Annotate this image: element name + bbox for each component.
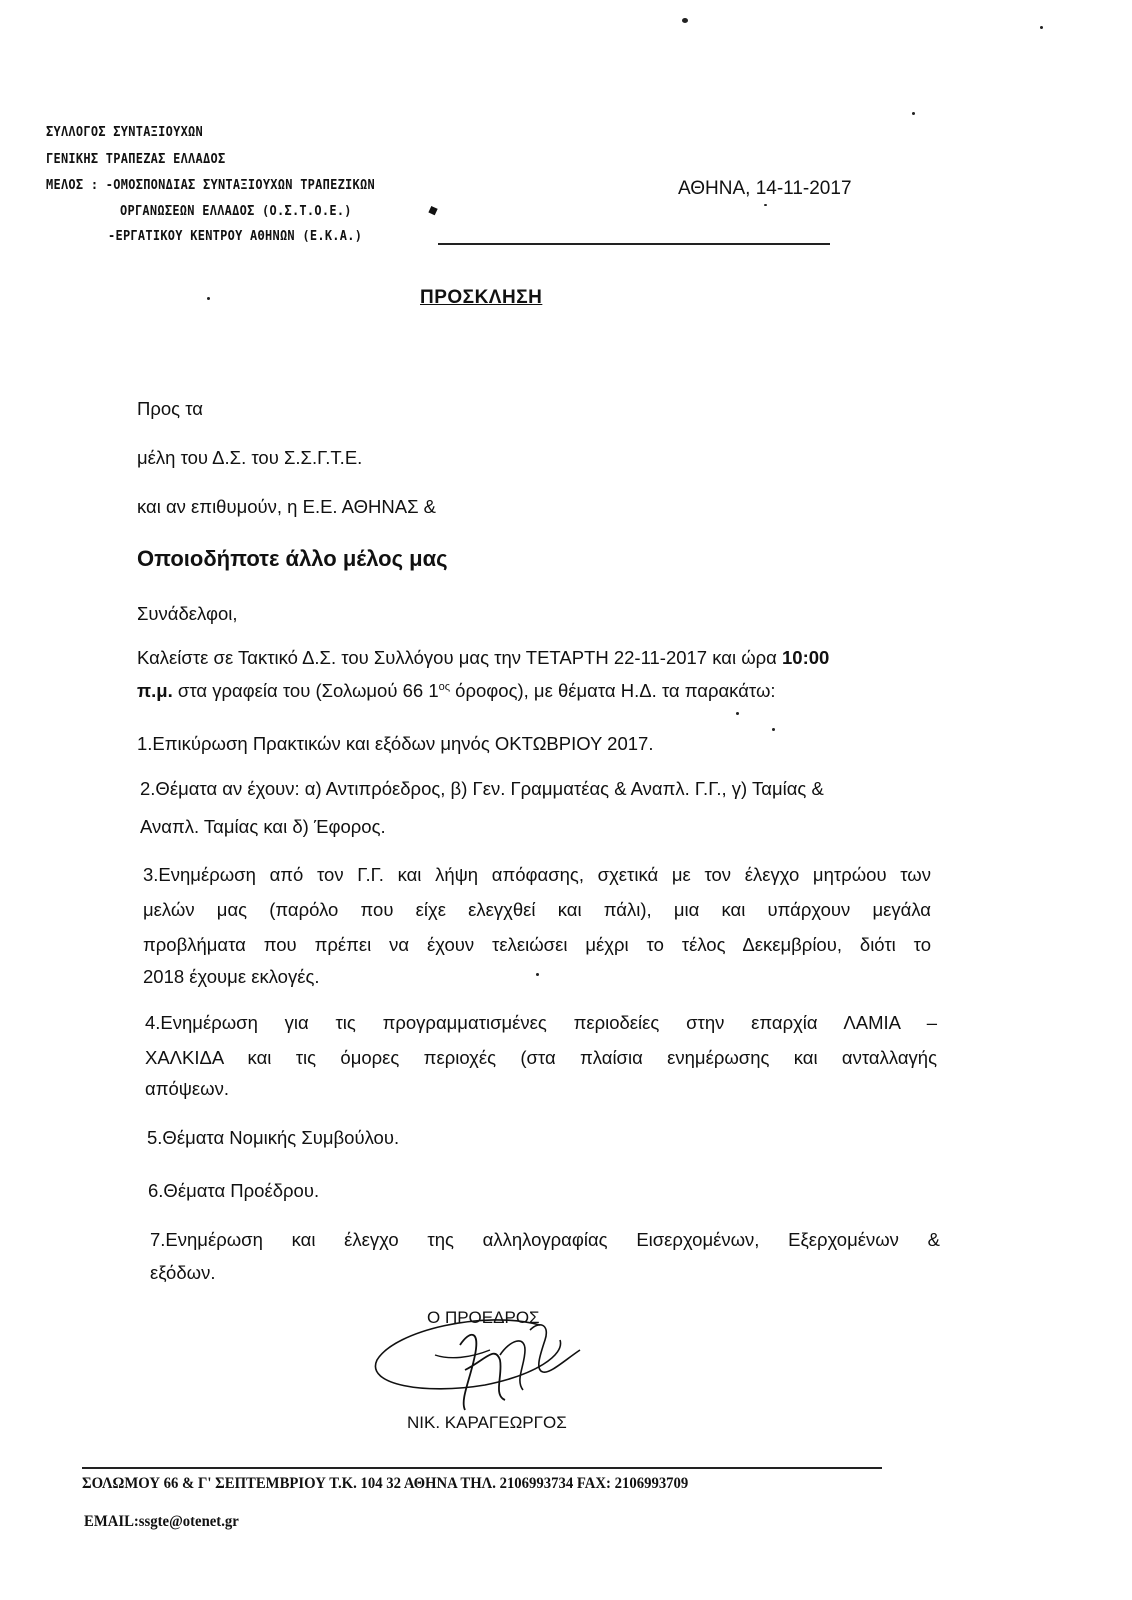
agenda-item-6: 6.Θέματα Προέδρου. xyxy=(148,1180,320,1201)
agenda-item-7-line2: εξόδων. xyxy=(150,1262,216,1283)
agenda-item-2 xyxy=(140,778,928,800)
intro-text-2b: στα γραφεία του (Σολωμού 66 1 xyxy=(172,680,439,701)
scan-speck xyxy=(736,712,739,715)
member-line2: ΟΡΓΑΝΩΣΕΩΝ ΕΛΛΑΔΟΣ (Ο.Σ.Τ.Ο.Ε.) xyxy=(120,204,352,219)
recipients-line1: Προς τα xyxy=(137,398,203,419)
meeting-ampm: π.μ. xyxy=(137,680,173,701)
scan-speck xyxy=(536,973,539,976)
agenda-item-3-line3: προβλήματα που πρέπει να έχουν τελειώσει μέχρι το τέλος Δεκεμβρίου, διότι το xyxy=(143,934,931,955)
scan-speck xyxy=(682,18,688,23)
agenda-item-2-line2: Αναπλ. Ταμίας και δ) Έφορος. xyxy=(140,816,386,837)
recipients-line2: μέλη του Δ.Σ. του Σ.Σ.Γ.Τ.Ε. xyxy=(137,447,363,468)
floor-suffix: ος xyxy=(438,680,451,693)
agenda-item-5: 5.Θέματα Νομικής Συμβούλου. xyxy=(147,1127,400,1148)
scan-speck xyxy=(912,112,915,115)
date: ΑΘΗΝΑ, 14-11-2017 xyxy=(678,178,852,199)
agenda-item-2-line1: 2.Θέματα αν έχουν: α) Αντιπρόεδρος, β) Γεν. Γραμματέας & Αναπλ. Γ.Γ., γ) Ταμίας & xyxy=(140,778,824,799)
agenda-item-4-line3: απόψεων. xyxy=(145,1078,230,1099)
signatory-name: ΝΙΚ. ΚΑΡΑΓΕΩΡΓΟΣ xyxy=(407,1413,567,1432)
agenda-item-3-line2: μελών μας (παρόλο που είχε ελεγχθεί και πάλι), μια και υπάρχουν μεγάλα xyxy=(143,899,931,920)
intro-line1 xyxy=(137,647,829,669)
agenda-item-1: 1.Επικύρωση Πρακτικών και εξόδων μηνός ΟΚΤΩΒΡΙΟΥ 2017. xyxy=(137,733,654,754)
intro-text-1a: Καλείστε σε Τακτικό Δ.Σ. του Συλλόγου μας την ΤΕΤΑΡΤΗ 22-11-2017 και ώρα xyxy=(137,647,783,668)
scan-speck xyxy=(207,297,210,300)
member-line1: ΜΕΛΟΣ : -ΟΜΟΣΠΟΝΔΙΑΣ ΣΥΝΤΑΞΙΟΥΧΩΝ ΤΡΑΠΕΖΙΚΩΝ xyxy=(46,178,375,193)
footer-address: ΣΟΛΩΜΟΥ 66 & Γ' ΣΕΠΤΕΜΒΡΙΟΥ Τ.Κ. 104 32 ΑΘΗΝΑ ΤΗΛ. 2106993734 FAX: 2106993709 xyxy=(82,1475,689,1492)
agenda-item-4 xyxy=(145,1005,937,1075)
greeting: Συνάδελφοι, xyxy=(137,603,238,624)
meeting-time: 10:00 xyxy=(782,647,830,668)
org-name-line1: ΣΥΛΛΟΓΟΣ ΣΥΝΤΑΞΙΟΥΧΩΝ xyxy=(46,125,204,140)
agenda-item-7 xyxy=(150,1222,940,1257)
recipients-line3: και αν επιθυμούν, η Ε.Ε. ΑΘΗΝΑΣ & xyxy=(137,496,436,517)
member-line3: -ΕΡΓΑΤΙΚΟΥ ΚΕΝΤΡΟΥ ΑΘΗΝΩΝ (Ε.Κ.Α.) xyxy=(108,229,363,244)
ink-mark: ◆ xyxy=(425,201,441,220)
signatory-role: Ο ΠΡΟΕΔΡΟΣ xyxy=(427,1308,540,1327)
agenda-item-3-line4: 2018 έχουμε εκλογές. xyxy=(143,966,320,987)
agenda-item-4-line1: 4.Ενημέρωση για τις προγραμματισμένες περιοδείες στην επαρχία ΛΑΜΙΑ – xyxy=(145,1012,937,1033)
agenda-item-3 xyxy=(143,857,931,962)
intro-text-2c: όροφος), με θέματα Η.Δ. τα παρακάτω: xyxy=(450,680,776,701)
agenda-item-4-line2: ΧΑΛΚΙΔΑ και τις όμορες περιοχές (στα πλαίσια ενημέρωσης και ανταλλαγής xyxy=(145,1047,937,1068)
header-rule xyxy=(438,243,830,245)
footer-rule xyxy=(82,1467,882,1469)
org-name-line2: ΓΕΝΙΚΗΣ ΤΡΑΠΕΖΑΣ ΕΛΛΑΔΟΣ xyxy=(46,152,226,167)
page-title: ΠΡΟΣΚΛΗΣΗ xyxy=(420,287,543,308)
handwritten-signature xyxy=(365,1300,605,1420)
footer-email: EMAIL:ssgte@otenet.gr xyxy=(84,1513,239,1530)
scan-speck xyxy=(1040,26,1043,29)
intro-line2 xyxy=(137,680,776,702)
agenda-item-3-line1: 3.Ενημέρωση από τον Γ.Γ. και λήψη απόφασης, σχετικά με τον έλεγχο μητρώου των xyxy=(143,864,931,885)
agenda-item-7-line1: 7.Ενημέρωση και έλεγχο της αλληλογραφίας Εισερχομένων, Εξερχομένων & xyxy=(150,1229,940,1250)
recipients-line4: Οποιοδήποτε άλλο μέλος μας xyxy=(137,546,448,571)
scan-speck xyxy=(772,728,775,731)
scan-speck xyxy=(764,204,767,206)
